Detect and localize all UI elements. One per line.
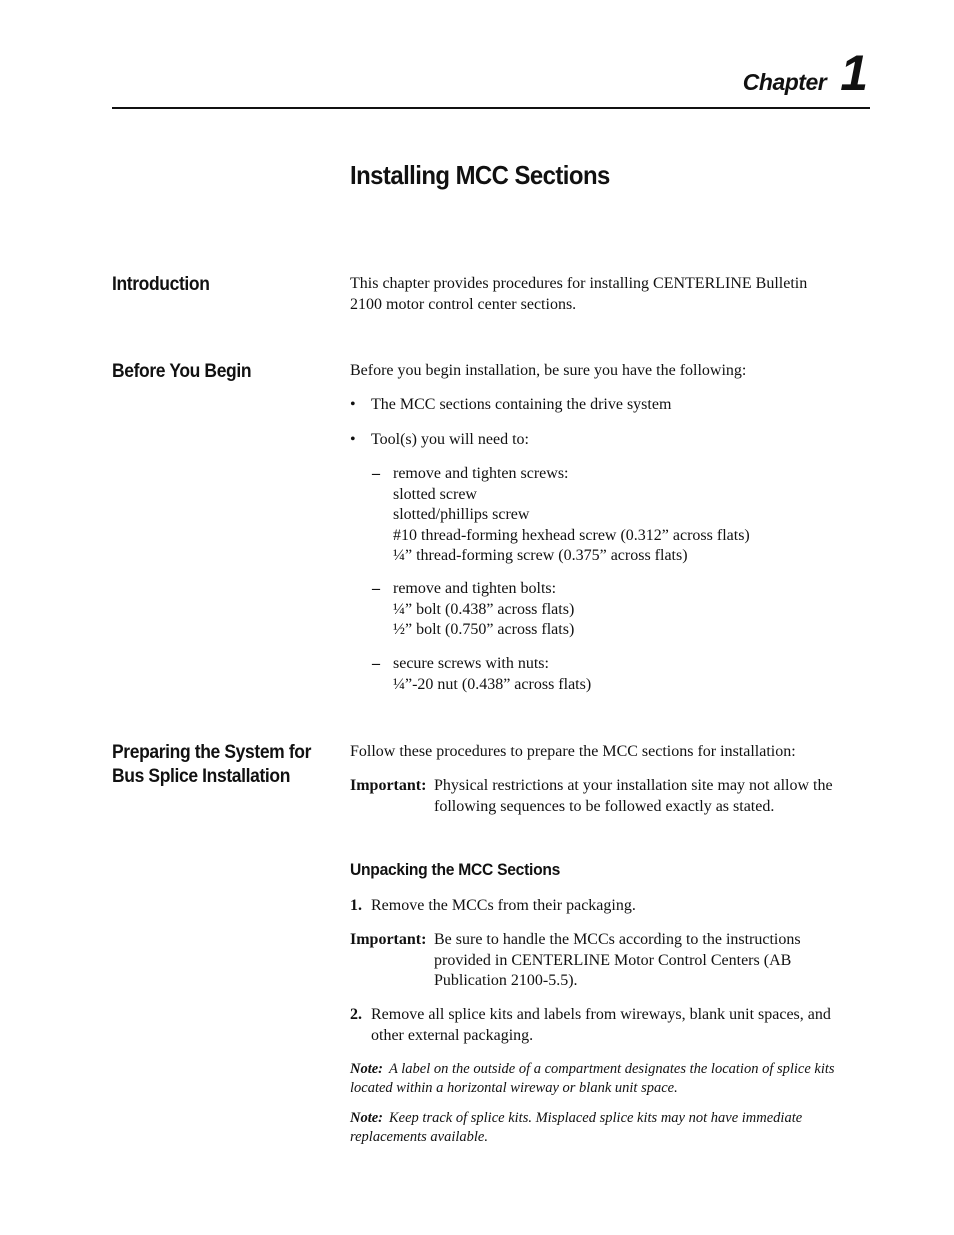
bullet-icon: • <box>350 431 356 448</box>
section-heading-preparing <box>112 741 311 789</box>
step-1 <box>350 896 870 917</box>
tool-item: ½” bolt (0.750” across flats) <box>393 621 575 638</box>
section-heading-before-you-begin: Before You Begin <box>112 361 252 382</box>
dash-icon: – <box>372 580 380 597</box>
text-line: following sequences to be followed exactly as stated. <box>434 797 775 815</box>
tool-group-nuts <box>372 654 591 695</box>
section-heading-introduction: Introduction <box>112 274 210 295</box>
text-line: Be sure to handle the MCCs according to the instructions <box>434 931 801 948</box>
note-2 <box>350 1109 870 1147</box>
tool-item: ¼” bolt (0.438” across flats) <box>393 600 575 618</box>
note-1 <box>350 1060 870 1098</box>
preparing-intro: Follow these procedures to prepare the MCC sections for installation: <box>350 743 796 760</box>
text-line: 2100 motor control center sections. <box>350 295 577 313</box>
step-text: Remove the MCCs from their packaging. <box>371 897 636 914</box>
list-item-text: Tool(s) you will need to: <box>371 431 529 448</box>
tool-group-screws <box>372 464 750 567</box>
step-2 <box>350 1005 870 1046</box>
important-label: Important: <box>350 777 427 794</box>
text-line: Keep track of splice kits. Misplaced splice kits may not have immediate <box>389 1110 803 1126</box>
text-line: Physical restrictions at your installation site may not allow the <box>434 777 833 794</box>
text-line: A label on the outside of a compartment designates the location of splice kits <box>389 1061 835 1077</box>
dash-icon: – <box>372 655 380 672</box>
list-item-text: The MCC sections containing the drive system <box>371 396 672 413</box>
chapter-number: 1 <box>840 45 868 101</box>
heading-line: Bus Splice Installation <box>112 766 291 787</box>
text-line: other external packaging. <box>371 1026 534 1044</box>
text-line: located within a horizontal wireway or blank unit space. <box>350 1080 678 1096</box>
important-note <box>350 776 870 817</box>
note-label: Note: <box>350 1061 384 1077</box>
text-line: This chapter provides procedures for installing CENTERLINE Bulletin <box>350 275 808 292</box>
chapter-label: Chapter <box>742 69 827 95</box>
step-number: 2. <box>350 1006 362 1023</box>
text-line: provided in CENTERLINE Motor Control Centers (AB <box>434 951 792 969</box>
note-label: Note: <box>350 1110 384 1126</box>
tool-item: ¼” thread-forming screw (0.375” across flats) <box>393 547 688 564</box>
bullet-icon: • <box>350 396 356 413</box>
text-line: Remove all splice kits and labels from wireways, blank unit spaces, and <box>371 1006 831 1023</box>
dash-icon: – <box>372 465 380 482</box>
introduction-text <box>350 274 807 315</box>
list-item <box>350 395 671 416</box>
tool-group-label: remove and tighten screws: <box>393 465 569 482</box>
heading-line: Preparing the System for <box>112 742 312 763</box>
tool-item: ¼”-20 nut (0.438” across flats) <box>393 675 592 693</box>
text-line: Publication 2100-5.5). <box>434 972 578 989</box>
before-intro: Before you begin installation, be sure you have the following: <box>350 362 747 379</box>
important-note <box>350 930 870 992</box>
tool-item: slotted/phillips screw <box>393 506 530 523</box>
tool-group-bolts <box>372 579 574 641</box>
list-item <box>350 430 529 451</box>
page-title: Installing MCC Sections <box>350 160 610 190</box>
tool-item: slotted screw <box>393 485 477 503</box>
chapter-header <box>742 45 868 101</box>
tool-group-label: secure screws with nuts: <box>393 655 549 672</box>
important-label: Important: <box>350 931 427 948</box>
text-line: replacements available. <box>350 1129 488 1145</box>
step-number: 1. <box>350 897 362 914</box>
tool-group-label: remove and tighten bolts: <box>393 580 557 597</box>
subsection-heading-unpacking: Unpacking the MCC Sections <box>350 860 561 879</box>
tool-item: #10 thread-forming hexhead screw (0.312” across flats) <box>393 526 750 544</box>
header-rule <box>112 107 870 109</box>
